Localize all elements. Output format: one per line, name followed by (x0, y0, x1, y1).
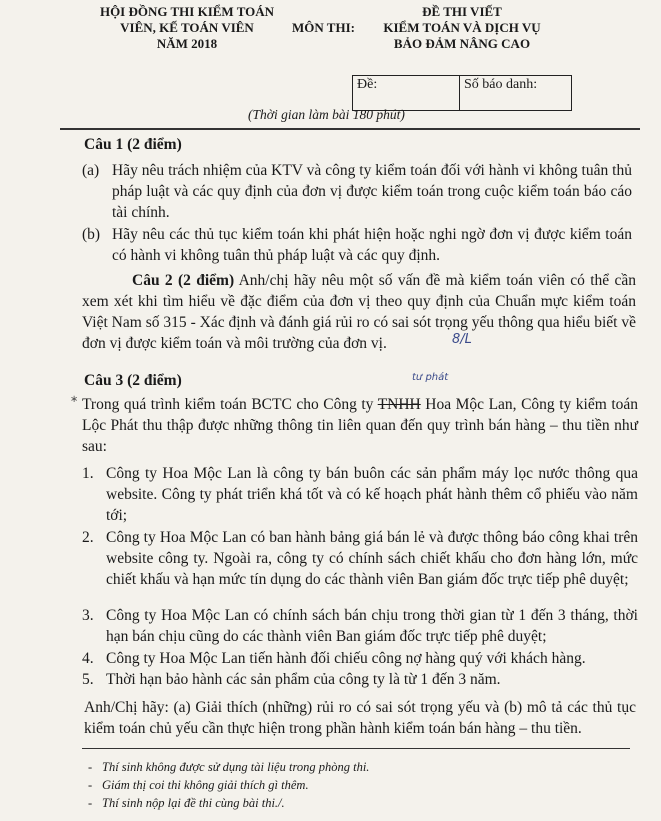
q1-part-a (82, 160, 632, 223)
q3-item-2 (82, 527, 638, 590)
q3-intro-before: Trong quá trình kiểm toán BCTC cho Công ty (82, 396, 378, 413)
q3-item-3-text: Công ty Hoa Mộc Lan có chính sách bán chịu trong thời gian từ 1 đến 3 tháng, thời hạn bán chịu cũng do các thành viên Ban giám đốc trực tiếp phê duyệt; (106, 607, 638, 645)
q3-intro-struck: TNHH (377, 396, 421, 413)
handwritten-mark: 8/L (452, 332, 472, 347)
exam-code-field: Đề: (353, 76, 460, 110)
q3-item-2-text: Công ty Hoa Mộc Lan có ban hành bảng giá bán lẻ và được thông báo công khai trên website công ty. Ngoài ra, công ty có chính sách chiết khấu cho đơn hàng lớn, mức chiết khấu và hạn mức tín dụng do các thành viên Ban giám đốc trực tiếp phê duyệt; (106, 529, 638, 588)
bullet-dash-icon: - (88, 796, 93, 810)
q3-item-3 (82, 605, 638, 647)
bullet-dash-icon: - (88, 760, 93, 774)
q3-item-4 (82, 648, 638, 669)
candidate-id-box (352, 75, 572, 111)
exam-title: ĐỀ THI VIẾT (422, 4, 502, 19)
q1-title: Câu 1 (2 điểm) (84, 136, 182, 153)
q1-part-b (82, 224, 632, 266)
q3-title: Câu 3 (2 điểm) (84, 372, 182, 389)
q1-part-a-text: Hãy nêu trách nhiệm của KTV và công ty kiểm toán đối với hành vi không tuân thủ pháp luật và các quy định của đơn vị được kiểm toán trong cuộc kiểm toán báo cáo tài chính. (112, 162, 632, 221)
organizer-header (72, 4, 302, 52)
q3-item-5 (82, 669, 638, 690)
q1-part-a-label: (a) (82, 162, 100, 179)
footer-note-2 (88, 778, 309, 793)
q2-text: Anh/chị hãy nêu một số vấn đề mà kiểm toán viên có thể cần xem xét khi tìm hiểu về đặc điểm của đơn vị theo quy định của Chuẩn mực kiểm toán Việt Nam số 315 - Xác định và đánh giá rủi ro có sai sót trọng yếu thông qua hiểu biết về đơn vị được kiểm toán và môi trường của đơn vị. (82, 272, 636, 352)
candidate-number-field: Số báo danh: (464, 77, 538, 92)
organizer-line-2: VIÊN, KẾ TOÁN VIÊN (120, 20, 254, 35)
exam-header (362, 4, 562, 52)
subject-label: MÔN THI: (292, 20, 355, 35)
q3-item-4-text: Công ty Hoa Mộc Lan tiến hành đối chiếu công nợ hàng quý với khách hàng. (106, 650, 586, 667)
q3-item-5-text: Thời hạn bảo hành các sản phẩm của công ty là từ 1 đến 3 năm. (106, 671, 501, 688)
footer-note-1 (88, 760, 370, 775)
q3-intro-after: Hoa Mộc Lan, Công ty kiểm toán Lộc Phát thu thập được những thông tin liên quan đến quy trình bán hàng – thu tiền như sau: (82, 396, 638, 455)
subject-line-2: BẢO ĐẢM NÂNG CAO (393, 36, 531, 51)
subject-line-1: KIỂM TOÁN VÀ DỊCH VỤ (383, 20, 541, 35)
q1-part-b-label: (b) (82, 226, 101, 243)
q3-item-5-num: 5. (82, 671, 94, 688)
q3-item-1-text: Công ty Hoa Mộc Lan là công ty bán buôn các sản phẩm máy lọc nước thông qua website. Công ty phát triển khá tốt và có kế hoạch phát hành thêm cổ phiếu vào năm tới; (106, 465, 638, 524)
handwritten-insertion: tư phát (412, 372, 449, 383)
q3-intro (82, 394, 638, 457)
footer-note-1-text: Thí sinh không được sử dụng tài liệu trong phòng thi. (102, 760, 370, 774)
q2-title: Câu 2 (2 điểm) (132, 272, 235, 289)
q1-part-b-text: Hãy nêu các thủ tục kiểm toán khi phát hiện hoặc nghi ngờ đơn vị được kiểm toán có hành vi không tuân thủ pháp luật và các quy định. (112, 226, 632, 264)
header-divider (60, 128, 640, 130)
footer-divider (82, 748, 630, 749)
q3-item-4-num: 4. (82, 650, 94, 667)
margin-dot-icon: ∗ (70, 394, 79, 405)
organizer-line-3: NĂM 2018 (156, 36, 218, 51)
q3-item-1 (82, 463, 638, 526)
q3-task: Anh/Chị hãy: (a) Giải thích (những) rủi ro có sai sót trọng yếu và (b) mô tả các thủ tục kiểm toán chủ yếu cần thực hiện trong phần hành kiểm toán bán hàng – thu tiền. (84, 699, 636, 737)
organizer-line-1: HỘI ĐỒNG THI KIỂM TOÁN (99, 4, 275, 19)
q3-item-1-num: 1. (82, 465, 94, 482)
q2-block (82, 270, 636, 354)
footer-note-3-text: Thí sinh nộp lại đề thi cùng bài thi./. (102, 796, 285, 810)
footer-note-2-text: Giám thị coi thi không giải thích gì thêm. (102, 778, 309, 792)
bullet-dash-icon: - (88, 778, 93, 792)
footer-note-3 (88, 796, 285, 811)
time-note: (Thời gian làm bài 180 phút) (248, 107, 405, 122)
q3-item-3-num: 3. (82, 607, 94, 624)
q3-item-2-num: 2. (82, 529, 94, 546)
